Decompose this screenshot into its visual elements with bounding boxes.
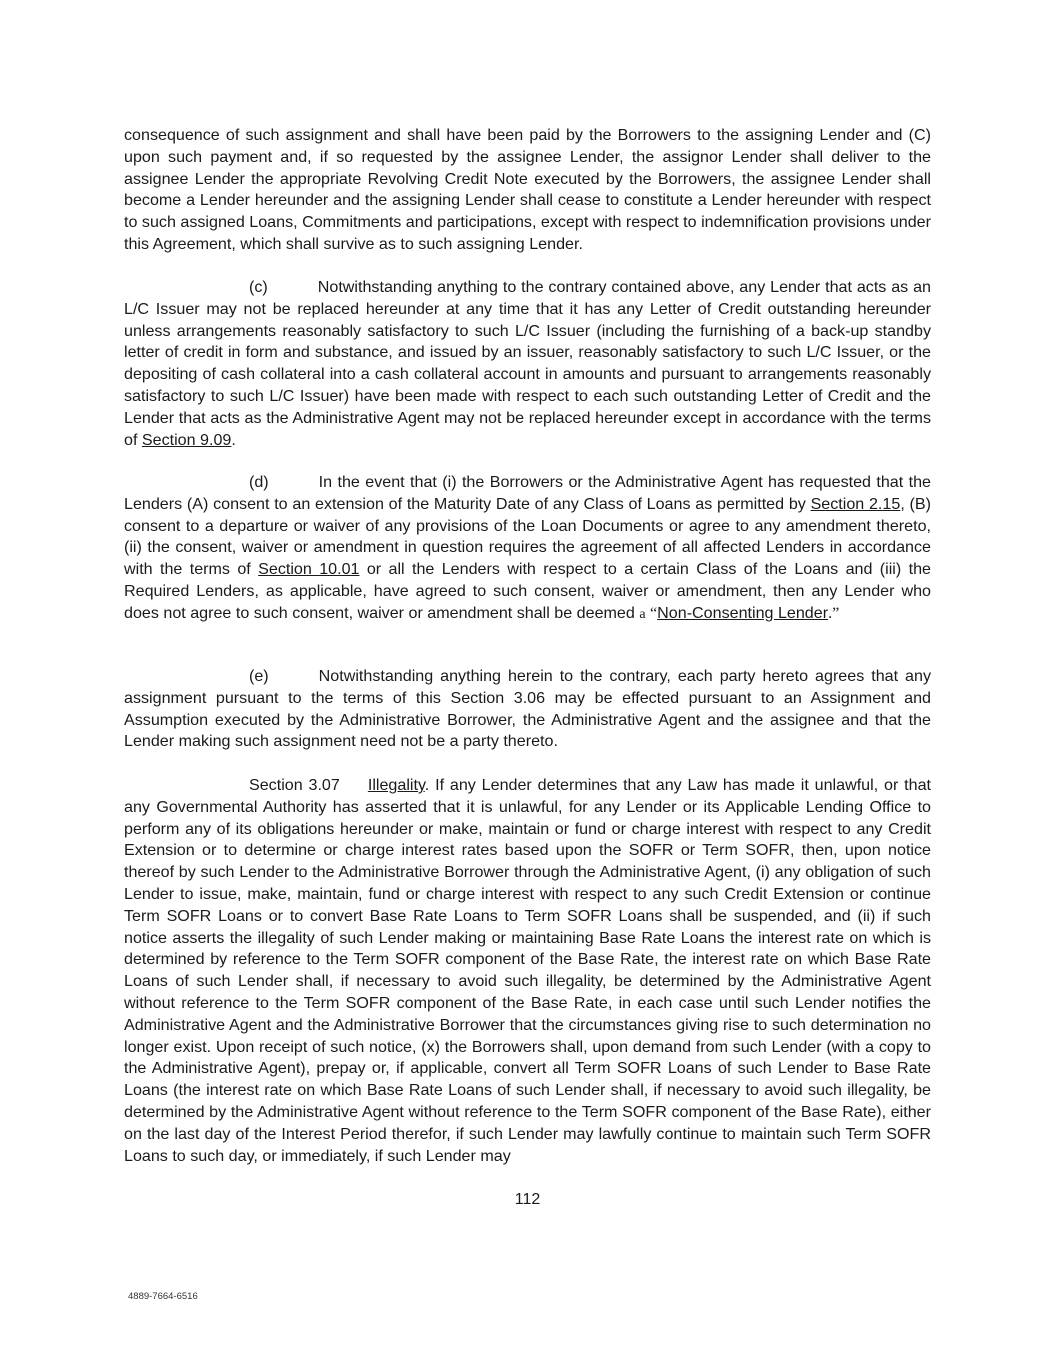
paragraph-section-3-07-illegality: Section 3.07 Illegality. If any Lender determines that any Law has made it unlawful, or that any Governmental Authority has asserted that it is unlawful, for any Lender or its Applicable Lending Office to perform any of its obligations hereunder or make, maintain or fund or charge interest with respect to any Credit Extension or to determine or charge interest rates based upon the SOFR or Term SOFR, then, upon notice thereof by such Lender to the Administrative Borrower through the Administrative Agent, (i) any obligation of such Lender to issue, make, maintain, fund or charge interest with respect to any such Credit Extension or continue Term SOFR Loans or to convert Base Rate Loans to Term SOFR Loans shall be suspended, and (ii) if such notice asserts the illegality of such Lender making or maintaining Base Rate Loans the interest rate on which is determined by reference to the Term SOFR component of the Base Rate, the interest rate on which Base Rate Loans of such Lender shall, if necessary to avoid such illegality, be determined by the Administrative Agent without reference to the Term SOFR component of the Base Rate, in each case until such Lender notifies the Administrative Agent and the Administrative Borrower that the circumstances giving rise to such determination no longer exist. Upon receipt of such notice, (x) the Borrowers shall, upon demand from such Lender (with a copy to the Administrative Agent), prepay or, if applicable, convert all Term SOFR Loans of such Lender to Base Rate Loans (the interest rate on which Base Rate Loans of such Lender shall, if necessary to avoid such illegality, be determined by the Administrative Agent without reference to the Term SOFR component of the Base Rate), either on the last day of the Interest Period therefor, if such Lender may lawfully continue to maintain such Term SOFR Loans to such day, or immediately, if such Lender may <box>124 776 931 1165</box>
paragraph-e-assignment <box>124 666 931 753</box>
clause-label: (e) <box>249 667 269 685</box>
section-reference-link[interactable]: Section 10.01 <box>258 560 360 579</box>
paragraph-text: Notwithstanding anything to the contrary contained above, any Lender that acts as an L/C Issuer may not be replaced hereunder at any time that it has any Letter of Credit outstanding hereunder unless arrangements reasonably satisfactory to such L/C Issuer (including the furnishing of a back-up standby letter of credit in form and substance, and issued by an issuer, reasonably satisfactory to such L/C Issuer, or the depositing of cash collateral into a cash collateral account in amounts and pursuant to arrangements reasonably satisfactory to such L/C Issuer) have been made with respect to each such outstanding Letter of Credit and the Lender that acts as the Administrative Agent may not be replaced hereunder except in accordance with the terms of <box>124 278 931 449</box>
document-id: 4889-7664-6516 <box>128 1291 198 1302</box>
clause-label: (d) <box>249 473 269 491</box>
paragraph-text: Notwithstanding anything herein to the contrary, each party hereto agrees that any assignment pursuant to the terms of this Section 3.06 may be effected pursuant to an Assignment and Assumption executed by the Administrative Borrower, the Administrative Agent and the assignee and that the Lender making such assignment need not be a party thereto. <box>124 667 931 751</box>
paragraph-text: , (B) consent to a departure or waiver of any provisions of the Loan Documents or agree to any amendment thereto, (ii) the consent, waiver or amendment in question requires the agreement of all affected Lenders in accordance with the terms of <box>124 494 931 579</box>
paragraph-d-non-consenting <box>124 472 931 626</box>
section-reference-link[interactable]: Section 2.15 <box>810 494 901 513</box>
paragraph-text: consequence of such assignment and shall have been paid by the Borrowers to the assigning Lender and (C) upon such payment and, if so requested by the assignee Lender, the assignor Lender shall deliver to the assignee Lender the appropriate Revolving Credit Note executed by the Borrowers, the assignee Lender shall become a Lender hereunder and the assigning Lender shall cease to constitute a Lender hereunder with respect to such assigned Loans, Commitments and participations, except with respect to indemnification provisions under this Agreement, which shall survive as to such assigning Lender. <box>124 126 931 253</box>
close-quote: .” <box>828 604 840 622</box>
page-number: 112 <box>514 1191 541 1208</box>
section-heading: Illegality <box>367 776 425 794</box>
paragraph-c-lc-issuer: (c) Notwithstanding anything to the contrary contained above, any Lender that acts as an L/C Issuer may not be replaced hereunder at any time that it has any Letter of Credit outstanding hereunder unless arrangements reasonably satisfactory to such L/C Issuer (including the furnishing of a back-up standby letter of credit in form and substance, and issued by an issuer, reasonably satisfactory to such L/C Issuer, or the depositing of cash collateral into a cash collateral account in amounts and pursuant to arrangements reasonably satisfactory to such L/C Issuer) have been made with respect to each such outstanding Letter of Credit and the Lender that acts as the Administrative Agent may not be replaced hereunder except in accordance with the terms of Section 9.09. <box>124 278 931 449</box>
clause-label: (c) <box>249 278 268 296</box>
open-quote: “ <box>650 604 658 622</box>
section-reference-link[interactable]: Section 9.09 <box>141 430 232 449</box>
defined-term: Non-Consenting Lender <box>657 603 829 622</box>
paragraph-text: If any Lender determines that any Law has made it unlawful, or that any Governmental Authority has asserted that it is unlawful, for any Lender or its Applicable Lending Office to perform any of its obligations hereunder or make, maintain or fund or charge interest with respect to any Credit Extension or to determine or charge interest rates based upon the SOFR or Term SOFR, then, upon notice thereof by such Lender to the Administrative Borrower through the Administrative Agent, (i) any obligation of such Lender to issue, make, maintain, fund or charge interest with respect to any such Credit Extension or continue Term SOFR Loans or to convert Base Rate Loans to Term SOFR Loans shall be suspended, and (ii) if such notice asserts the illegality of such Lender making or maintaining Base Rate Loans the interest rate on which is determined by reference to the Term SOFR component of the Base Rate, the interest rate on which Base Rate Loans of such Lender shall, if necessary to avoid such illegality, be determined by the Administrative Agent without reference to the Term SOFR component of the Base Rate, in each case until such Lender notifies the Administrative Agent and the Administrative Borrower that the circumstances giving rise to such determination no longer exist. Upon receipt of such notice, (x) the Borrowers shall, upon demand from such Lender (with a copy to the Administrative Agent), prepay or, if applicable, convert all Term SOFR Loans of such Lender to Base Rate Loans (the interest rate on which Base Rate Loans of such Lender shall, if necessary to avoid such illegality, be determined by the Administrative Agent without reference to the Term SOFR component of the Base Rate), either on the last day of the Interest Period therefor, if such Lender may lawfully continue to maintain such Term SOFR Loans to such day, or immediately, if such Lender may <box>124 776 931 1165</box>
section-label: Section 3.07 <box>249 776 340 794</box>
paragraph-text: or all the Lenders with respect to a certain Class of the Loans and (iii) the Required Lenders, as applicable, have agreed to such consent, waiver or amendment, then any Lender who does not agree to such consent, waiver or amendment shall be deemed <box>124 560 931 622</box>
article-text: a <box>639 606 646 622</box>
paragraph-text: In the event that (i) the Borrowers or the Administrative Agent has requested that the Lenders (A) consent to an extension of the Maturity Date of any Class of Loans as permitted by <box>124 473 931 513</box>
paragraph-assignment-consequence <box>124 125 931 256</box>
